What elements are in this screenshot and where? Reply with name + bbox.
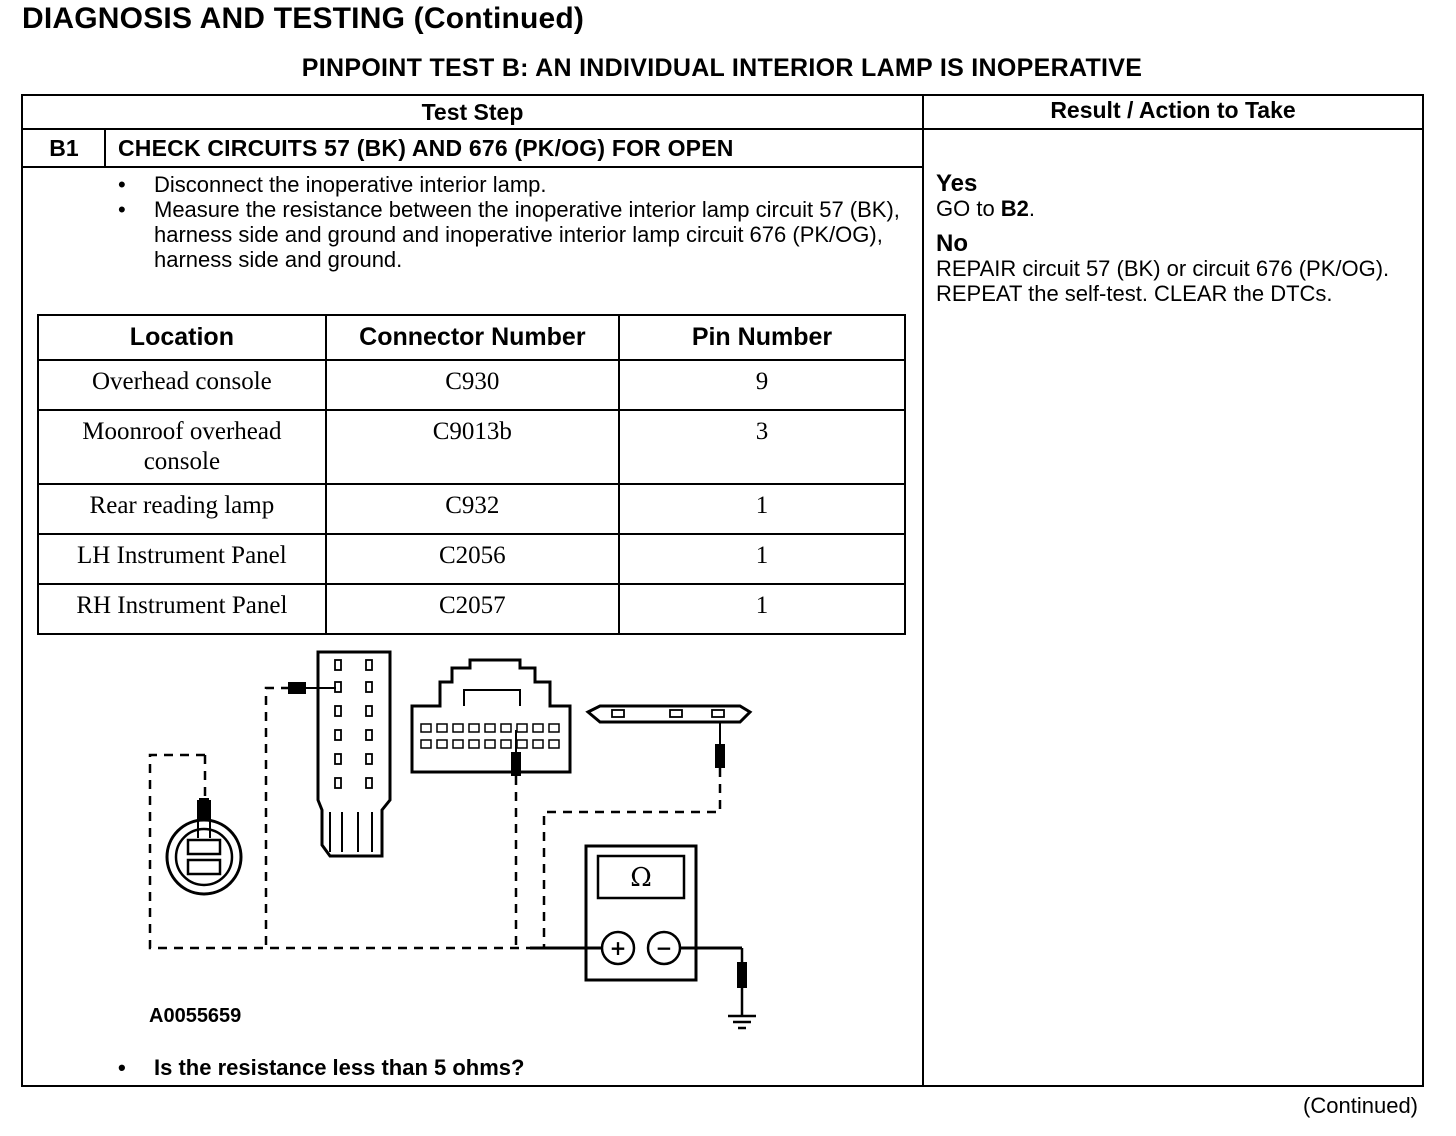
bullet-marker: • <box>118 172 126 197</box>
result-no <box>936 231 1406 306</box>
connector-cell: C9013b <box>326 410 619 484</box>
location-cell: LH Instrument Panel <box>38 534 326 584</box>
no-action: REPAIR circuit 57 (BK) or circuit 676 (PK/OG). REPEAT the self-test. CLEAR the DTCs. <box>936 256 1390 306</box>
location-cell: RH Instrument Panel <box>38 584 326 634</box>
pin-cell: 1 <box>619 484 905 534</box>
location-cell: Rear reading lamp <box>38 484 326 534</box>
flat-connector-icon <box>588 706 750 768</box>
no-label: No <box>936 230 968 257</box>
yes-action <box>936 196 1406 221</box>
test-question <box>118 1055 524 1081</box>
connector-cell: C2056 <box>326 534 619 584</box>
step-id: B1 <box>49 135 79 161</box>
pin-cell: 3 <box>619 410 905 484</box>
question-text: Is the resistance less than 5 ohms? <box>154 1055 525 1080</box>
connector-number-header: Connector Number <box>326 315 619 360</box>
ohm-symbol: Ω <box>630 863 652 893</box>
yes-target-step: B2 <box>1000 196 1029 221</box>
connector-cell: C930 <box>326 360 619 410</box>
test-step-column-header: Test Step <box>421 99 524 125</box>
yes-action-suffix: . <box>1028 196 1036 221</box>
multi-pin-connector-icon <box>412 660 570 776</box>
step-title: CHECK CIRCUITS 57 (BK) AND 676 (PK/OG) FOR OPEN <box>118 135 734 161</box>
continued-note: (Continued) <box>1303 1093 1418 1118</box>
dashed-harness-wires <box>150 688 720 948</box>
result-action-column-header: Result / Action to Take <box>1050 97 1296 123</box>
pin-cell: 9 <box>619 360 905 410</box>
location-cell: Overhead console <box>38 360 326 410</box>
location-text: Moonroof overhead console <box>82 418 282 475</box>
bullet-marker: • <box>118 197 126 222</box>
lamp-socket-icon <box>167 798 241 894</box>
bullet-marker: • <box>118 1055 126 1080</box>
yes-action-prefix: GO to <box>936 196 1001 221</box>
figure-id: A0055659 <box>149 1005 242 1027</box>
vertical-connector-icon <box>288 652 390 856</box>
location-header: Location <box>38 315 326 360</box>
pin-number-header: Pin Number <box>619 315 905 360</box>
connector-cell: C2057 <box>326 584 619 634</box>
pin-cell: 1 <box>619 534 905 584</box>
negative-terminal-symbol: − <box>655 936 673 960</box>
instruction-text: Disconnect the inoperative interior lamp. <box>154 172 547 197</box>
ground-icon <box>728 1016 756 1028</box>
page-title: DIAGNOSIS AND TESTING (Continued) <box>22 2 585 35</box>
pinpoint-test-title: PINPOINT TEST B: AN INDIVIDUAL INTERIOR LAMP IS INOPERATIVE <box>301 54 1143 82</box>
positive-terminal-symbol: + <box>609 936 627 960</box>
connector-cell: C932 <box>326 484 619 534</box>
pin-cell: 1 <box>619 584 905 634</box>
result-yes <box>936 171 1406 221</box>
yes-label: Yes <box>936 170 978 197</box>
instruction-text: Measure the resistance between the inoperative interior lamp circuit 57 (BK), harness side and ground and inoperative interior lamp circuit 676 (PK/OG), harness side and ground. <box>154 197 900 272</box>
